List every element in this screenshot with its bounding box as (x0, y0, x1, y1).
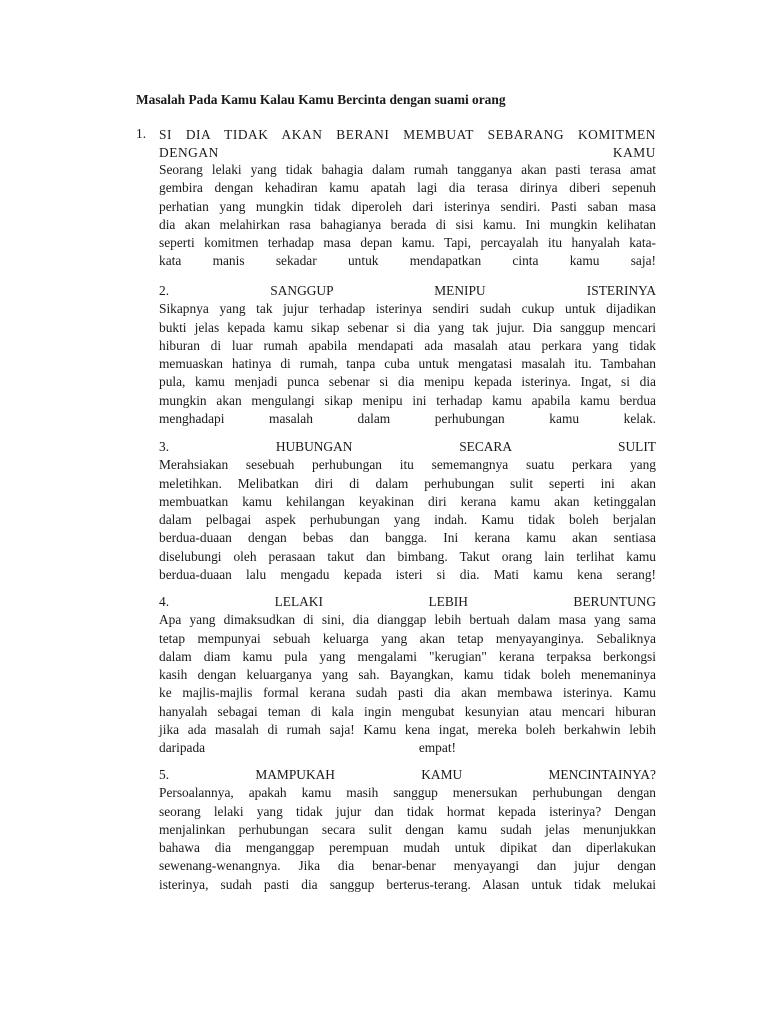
paragraph-line: dia akan melahirkan rasa bahagianya berada di sisi kamu. Ini mungkin kelihatan (159, 216, 656, 232)
paragraph-line: Apa yang dimaksudkan di sini, dia dianggap lebih bertuah dalam masa yang sama (159, 612, 656, 628)
paragraph-line: Seorang lelaki yang tidak bahagia dalam rumah tangganya akan pasti terasa amat (159, 162, 656, 177)
section-5-heading (159, 766, 656, 784)
paragraph-line: ke majlis-majlis formal kerana sudah pasti dia akan membawa isterinya. Kamu (159, 685, 656, 701)
paragraph-line: membuatkan kamu kehilangan keyakinan diri kerana kamu akan ketinggalan (159, 493, 656, 509)
list-marker-4: 4. (159, 594, 170, 609)
paragraph-line: perhatian yang mungkin tidak diperoleh dari isterinya sendiri. Pasti saban masa (159, 198, 656, 214)
section-heading-text: LELAKI LEBIH BERUNTUNG (274, 594, 656, 609)
paragraph-line: Persoalannya, apakah kamu masih sanggup menersukan perhubungan dengan (159, 785, 656, 801)
paragraph-line: kasih dengan keluarganya yang sah. Bayangkan, kamu tidak boleh menemaninya (159, 667, 656, 683)
paragraph-line: Sikapnya yang tak jujur terhadap isterinya sendiri sudah cukup untuk dijadikan (159, 301, 656, 317)
document-title: Masalah Pada Kamu Kalau Kamu Bercinta dengan suami orang (136, 92, 506, 107)
paragraph-line: daripada empat! (159, 740, 456, 756)
section-3 (159, 438, 656, 584)
paragraph-line: gembira dengan kehadiran kamu apatah lagi dia terasa dirinya diberi sepenuh (159, 180, 656, 196)
paragraph-line: hiburan di luar rumah apabila mendapati ada masalah atau perkara yang tidak (159, 337, 656, 353)
paragraph-line: dalam diam kamu pula yang mengalami "kerugian" kerana terpaksa berkongsi (159, 648, 656, 664)
list-marker-2: 2. (159, 283, 170, 298)
section-1-heading-line-2: DENGAN KAMU (159, 145, 656, 161)
paragraph-line: seperti komitmen terhadap masa depan kamu. Tapi, percayalah itu hanyalah kata- (159, 235, 656, 251)
paragraph-line: isterinya, sudah pasti dia sanggup berterus-terang. Alasan untuk tidak melukai (159, 876, 656, 892)
section-3-heading (159, 438, 656, 456)
section-heading-text: SANGGUP MENIPU ISTERINYA (270, 283, 656, 298)
section-2 (159, 282, 656, 428)
paragraph-line: diselubungi oleh perasaan takut dan bimbang. Takut orang lain terlihat kamu (159, 548, 656, 564)
list-marker-1: 1. (136, 126, 147, 141)
section-1-heading (159, 126, 656, 163)
paragraph-line: dalam pelbagai aspek perhubungan yang indah. Kamu tidak boleh berjalan (159, 512, 656, 528)
paragraph-line: jika ada masalah di rumah saja! Kamu kena ingat, mereka boleh berkahwin lebih (159, 722, 656, 738)
section-5 (159, 766, 656, 894)
section-heading-text: HUBUNGAN SECARA SULIT (275, 439, 656, 454)
paragraph-line: berdua-duaan lalu mengadu kepada isteri si dia. Mati kamu kena serang! (159, 567, 656, 583)
paragraph-line: menjalinkan perhubungan secara sulit dengan kamu sudah jelas menunjukkan (159, 821, 656, 837)
paragraph-line: hanyalah sebagai teman di kala ingin mengubat kesunyian atau mencari hiburan (159, 703, 656, 719)
section-2-heading (159, 282, 656, 300)
section-1-body (159, 161, 656, 271)
paragraph-line: pula, kamu menjadi punca sebenar si dia menipu kepada isterinya. Ingat, si dia (159, 374, 656, 390)
paragraph-line: Merahsiakan sesebuah perhubungan itu sememangnya suatu perkara yang (159, 457, 656, 473)
paragraph-line: mungkin akan mengulangi sikap menipu ini terhadap kamu apabila kamu berdua (159, 392, 656, 408)
paragraph-line: bahawa dia menganggap perempuan mudah untuk dipikat dan diperlakukan (159, 840, 656, 856)
list-marker-3: 3. (159, 439, 170, 454)
paragraph-line: tetap mempunyai sebuah keluarga yang akan tetap menyayanginya. Sebaliknya (159, 630, 656, 646)
paragraph-line: kata manis sekadar untuk mendapatkan cinta kamu saja! (159, 253, 656, 269)
paragraph-line: seorang lelaki yang tidak jujur dan tidak hormat kepada isterinya? Dengan (159, 803, 656, 819)
list-marker-5: 5. (159, 767, 170, 782)
paragraph-line: memuaskan hatinya di rumah, tanpa cuba untuk mengatasi masalah itu. Tambahan (159, 356, 656, 372)
section-4-heading (159, 593, 656, 611)
paragraph-line: meletihkan. Melibatkan diri di dalam perhubungan sulit seperti ini akan (159, 475, 656, 491)
section-heading-text: MAMPUKAH KAMU MENCINTAINYA? (255, 767, 656, 782)
paragraph-line: bukti jelas kepada kamu sikap sebenar si dia yang tak jujur. Dia sanggup mencari (159, 319, 656, 335)
section-4 (159, 593, 656, 758)
paragraph-line: sewenang-wenangnya. Jika dia benar-benar menyayangi dan jujur dengan (159, 858, 656, 874)
paragraph-line: menghadapi masalah dalam perhubungan kamu kelak. (159, 411, 656, 427)
section-1-heading-line-1: SI DIA TIDAK AKAN BERANI MEMBUAT SEBARANG KOMITMEN (159, 127, 656, 142)
paragraph-line: berdua-duaan dengan bebas dan bangga. Ini kerana kamu akan sentiasa (159, 530, 656, 546)
